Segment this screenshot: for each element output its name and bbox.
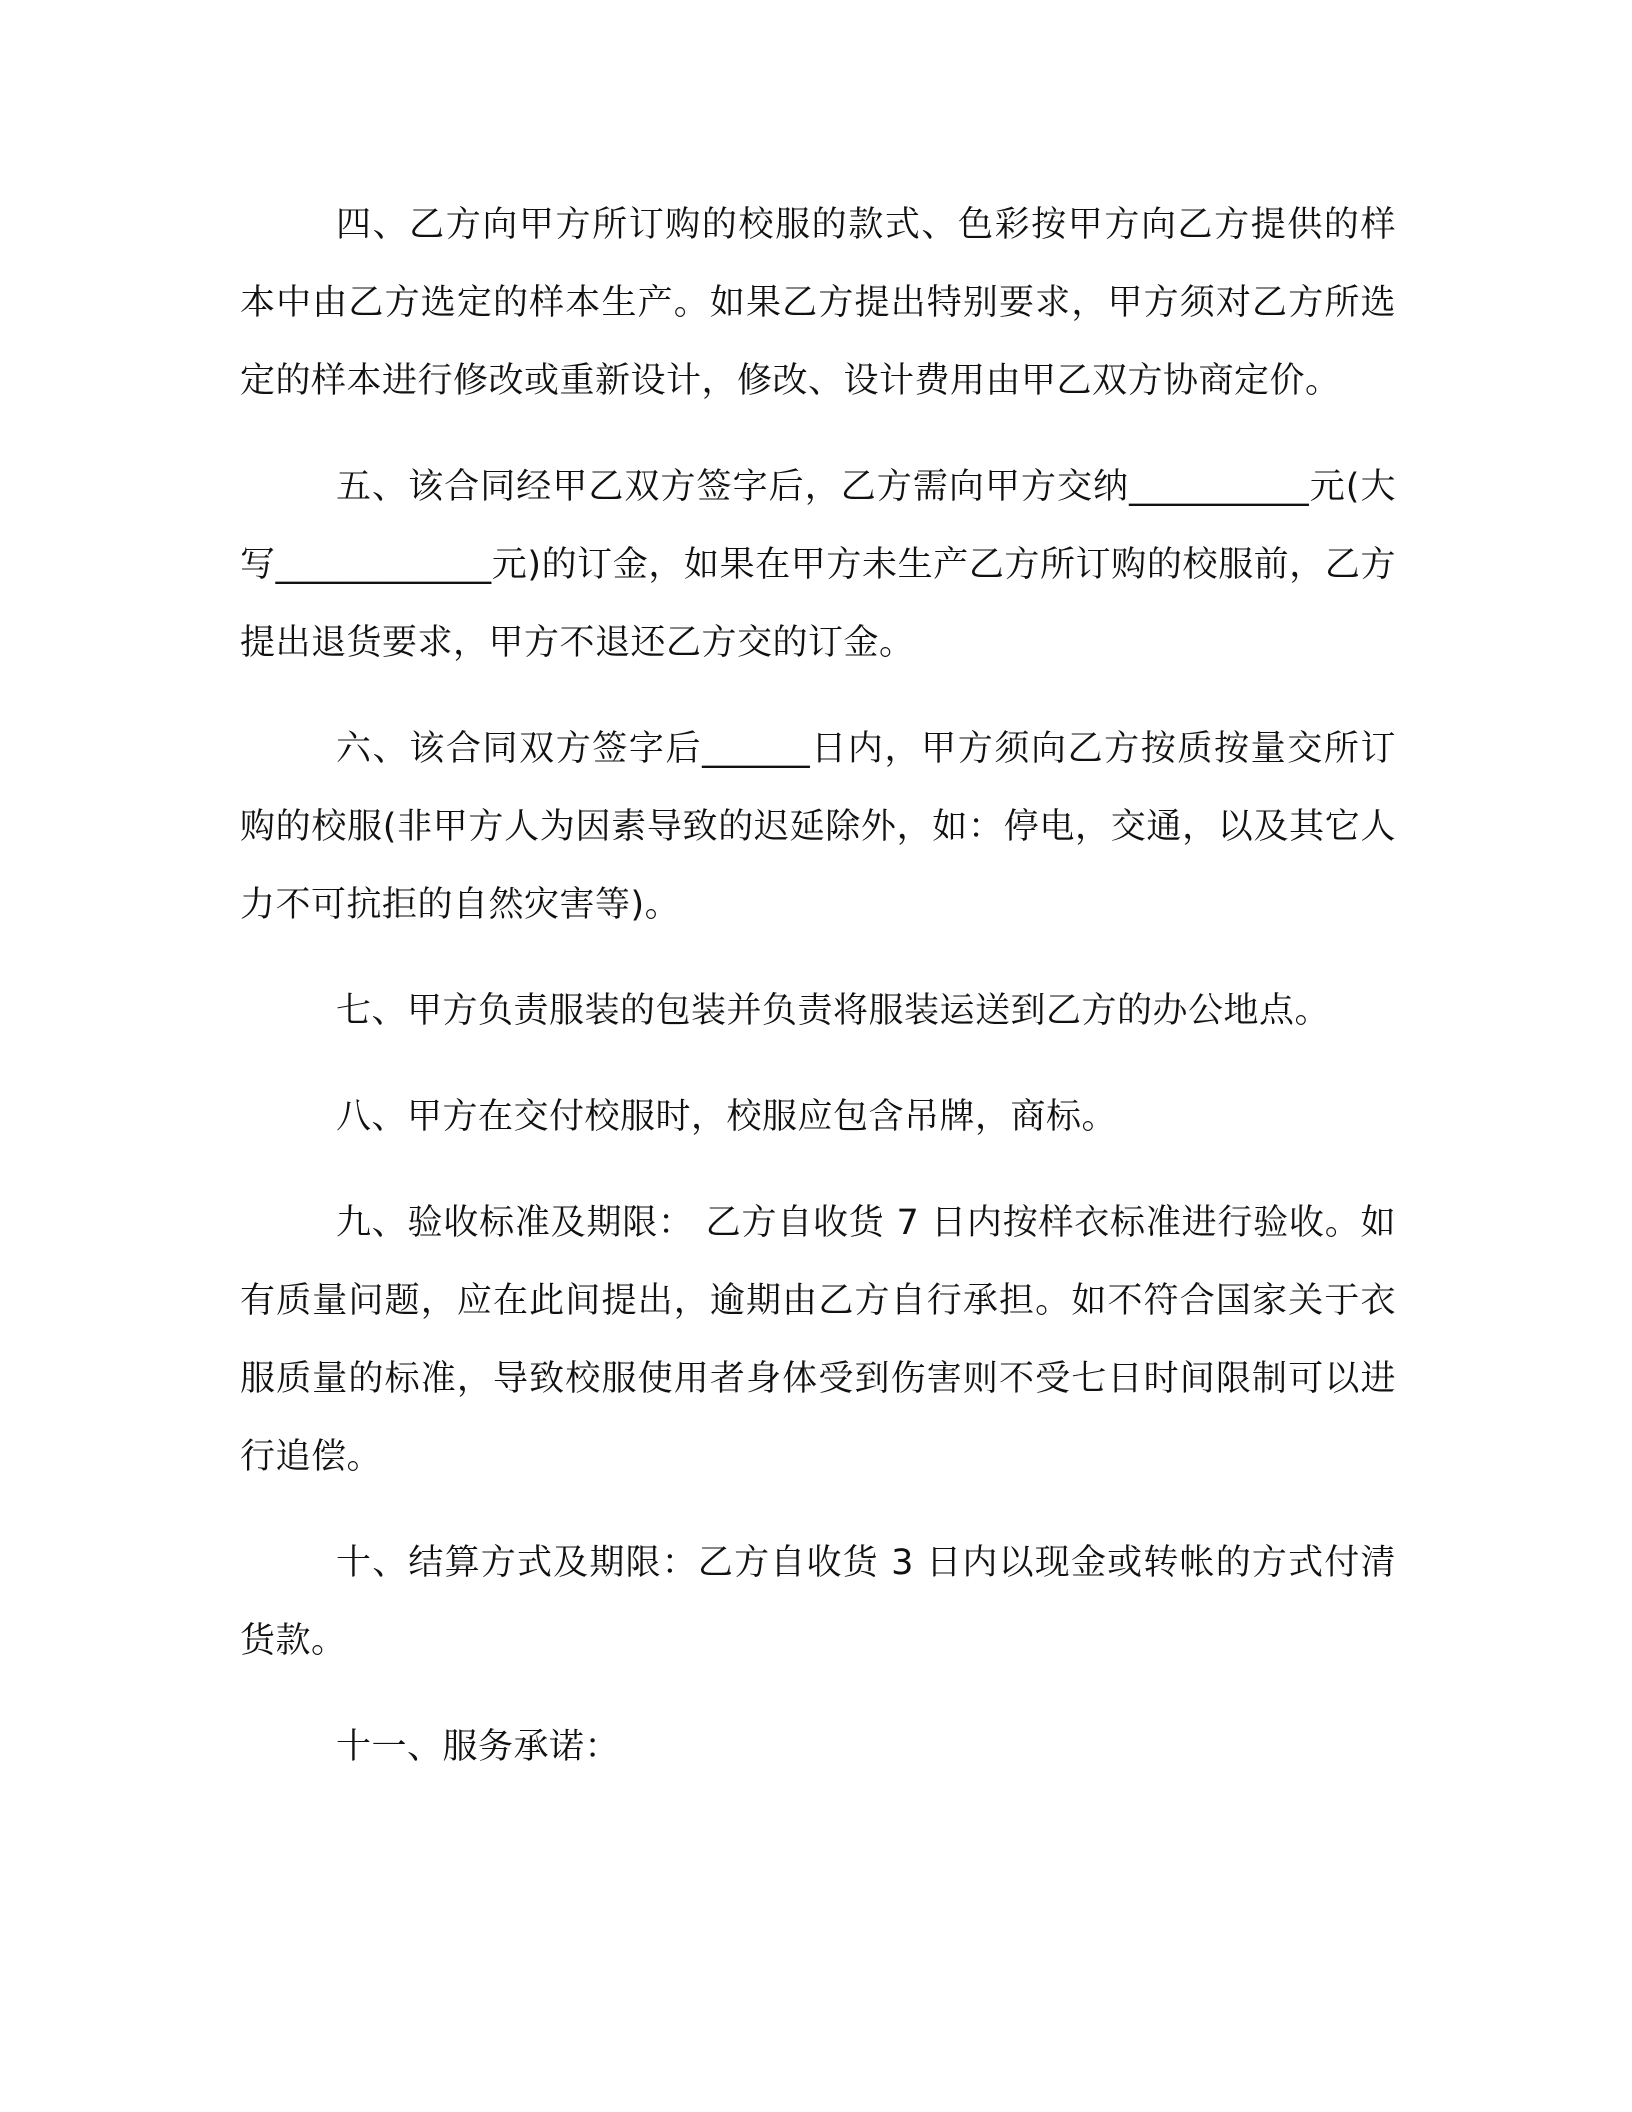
document-body — [240, 186, 1396, 1814]
clause-7: 七、甲方负责服装的包装并负责将服装运送到乙方的办公地点。 — [336, 991, 1331, 1031]
clause-5: 五、该合同经甲乙双方签字后，乙方需向甲方交纳__________元(大写____________元)的订金，如果在甲方未生产乙方所订购的校服前，乙方提出退货要求，甲方不退还乙方交的订金。 — [240, 467, 1396, 663]
clause-8: 八、甲方在交付校服时，校服应包含吊牌，商标。 — [336, 1097, 1118, 1137]
clause-4: 四、乙方向甲方所订购的校服的款式、色彩按甲方向乙方提供的样本中由乙方选定的样本生产。如果乙方提出特别要求，甲方须对乙方所选定的样本进行修改或重新设计，修改、设计费用由甲乙双方协商定价。 — [240, 205, 1396, 401]
clause-11: 十一、服务承诺： — [336, 1727, 621, 1767]
clause-6: 六、该合同双方签字后______日内，甲方须向乙方按质按量交所订购的校服(非甲方人为因素导致的迟延除外，如：停电，交通，以及其它人力不可抗拒的自然灾害等)。 — [240, 729, 1396, 925]
clause-9: 九、验收标准及期限： 乙方自收货 7 日内按样衣标准进行验收。如有质量问题，应在此间提出，逾期由乙方自行承担。如不符合国家关于衣服质量的标准，导致校服使用者身体受到伤害则不受七日时间限制可以进行追偿。 — [240, 1203, 1396, 1477]
clause-10: 十、结算方式及期限：乙方自收货 3 日内以现金或转帐的方式付清货款。 — [240, 1543, 1396, 1661]
